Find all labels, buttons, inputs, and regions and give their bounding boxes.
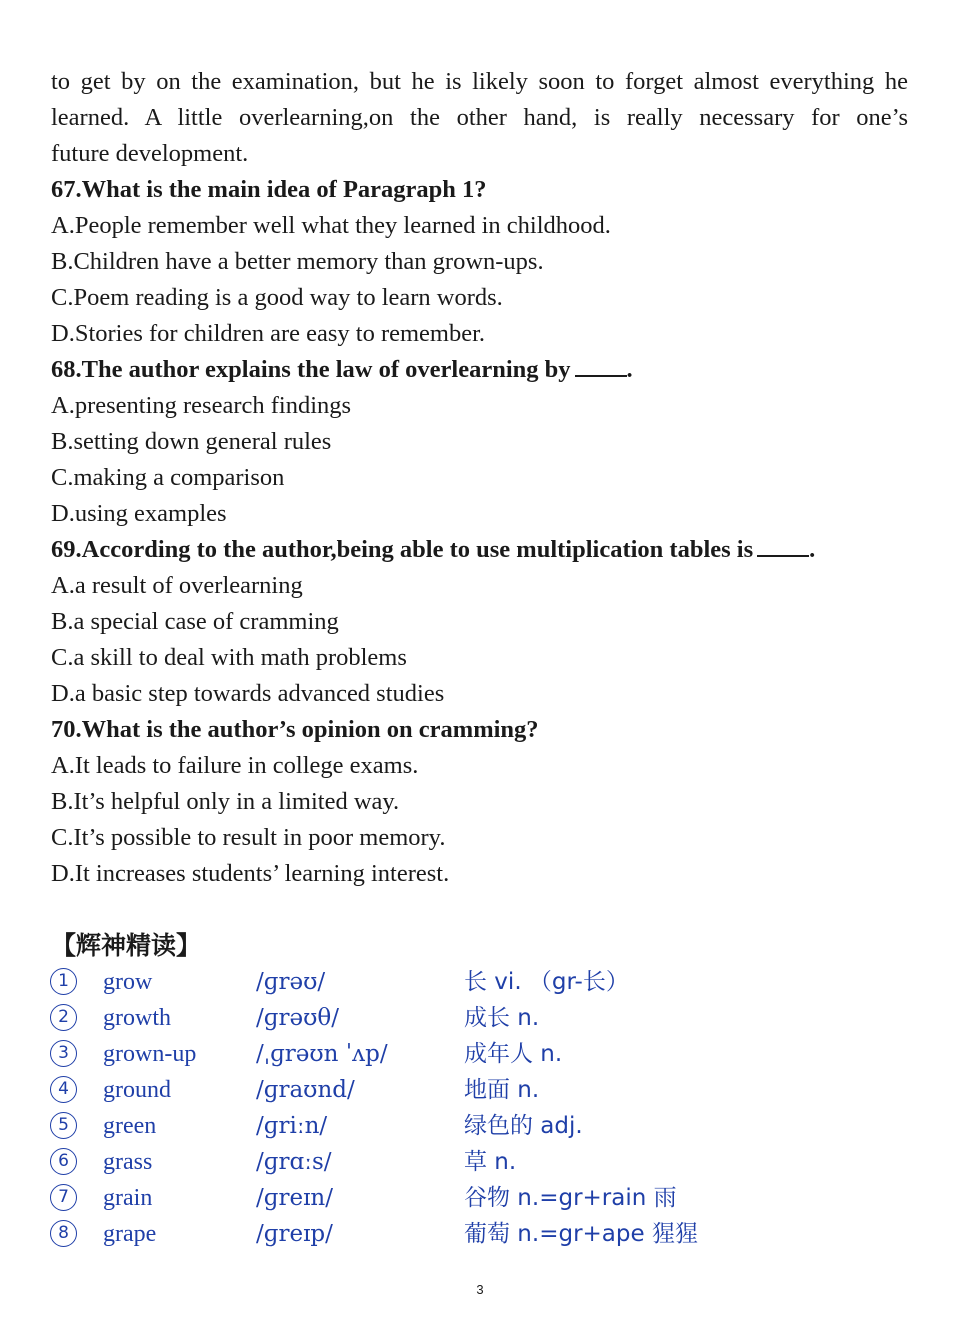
vocab-word: grass [103,1149,153,1175]
vocab-meaning: 绿色的 adj. [464,1113,583,1139]
circled-number: 8 [50,1220,77,1247]
question-70-option-d: D.It increases students’ learning interest. [51,860,450,887]
vocab-meaning: 长 vi. （gr-长） [464,969,629,995]
vocab-phonetic: /ɡreɪn/ [256,1185,333,1211]
question-69-option-a: A.a result of overlearning [51,572,303,599]
vocab-phonetic: /ɡreɪp/ [256,1221,333,1247]
vocab-word: green [103,1113,157,1139]
question-67-stem: 67.What is the main idea of Paragraph 1? [51,176,487,203]
question-70-option-b: B.It’s helpful only in a limited way. [51,788,400,815]
question-68-option-d: D.using examples [51,500,227,527]
circled-number: 5 [50,1112,77,1139]
question-69: 69.According to the author,being able to use multiplication tables is . [51,536,816,563]
vocab-word: ground [103,1077,171,1103]
vocab-word: growth [103,1005,171,1031]
vocab-meaning: 葡萄 n.=gr+ape 猩猩 [464,1221,698,1247]
question-70-option-a: A.It leads to failure in college exams. [51,752,419,779]
question-68-option-c: C.making a comparison [51,464,285,491]
question-68-option-b: B.setting down general rules [51,428,332,455]
circled-number: 7 [50,1184,77,1211]
vocab-word: grown-up [103,1041,197,1067]
question-67-option-d: D.Stories for children are easy to remember. [51,320,486,347]
passage-line: to get by on the examination, but he is likely soon to forget almost everything he [51,68,908,95]
question-69-option-c: C.a skill to deal with math problems [51,644,407,671]
question-68: 68.The author explains the law of overlearning by . [51,356,633,383]
vocab-heading: 【辉神精读】 [51,931,202,960]
vocab-meaning: 谷物 n.=gr+rain 雨 [464,1185,677,1211]
circled-number: 1 [50,968,77,995]
circled-number: 4 [50,1076,77,1103]
question-67-option-b: B.Children have a better memory than grown-ups. [51,248,544,275]
passage-paragraph [51,64,908,172]
answer-blank [757,537,809,557]
question-68-stem: 68.The author explains the law of overlearning by [51,356,571,383]
vocab-meaning: 地面 n. [464,1077,540,1103]
question-69-option-d: D.a basic step towards advanced studies [51,680,445,707]
vocab-phonetic: /ɡriːn/ [256,1113,328,1139]
vocab-phonetic: /ˌɡrəʊn ˈʌp/ [256,1041,388,1067]
vocab-word: grape [103,1221,157,1247]
circled-number: 3 [50,1040,77,1067]
vocab-phonetic: /ɡrəʊθ/ [256,1005,339,1031]
circled-number: 2 [50,1004,77,1031]
question-70-option-c: C.It’s possible to result in poor memory. [51,824,446,851]
vocab-meaning: 草 n. [464,1149,517,1175]
question-69-stem: 69.According to the author,being able to use multiplication tables is [51,536,754,563]
question-70-stem: 70.What is the author’s opinion on cramming? [51,716,539,743]
passage-line: learned. A little overlearning,on the other hand, is really necessary for one’s [51,104,908,131]
vocab-phonetic: /ɡrɑːs/ [256,1149,332,1175]
vocab-word: grain [103,1185,153,1211]
question-69-option-b: B.a special case of cramming [51,608,339,635]
vocab-meaning: 成年人 n. [464,1041,563,1067]
vocab-word: grow [103,969,153,995]
vocab-phonetic: /ɡrəʊ/ [256,969,326,995]
question-68-option-a: A.presenting research findings [51,392,352,419]
vocab-phonetic: /ɡraʊnd/ [256,1077,355,1103]
question-67-option-a: A.People remember well what they learned in childhood. [51,212,611,239]
circled-number: 6 [50,1148,77,1175]
answer-blank [575,357,627,377]
question-67-option-c: C.Poem reading is a good way to learn words. [51,284,503,311]
passage-line: future development. [51,140,249,167]
vocab-meaning: 成长 n. [464,1005,540,1031]
page-number: 3 [476,1282,484,1297]
